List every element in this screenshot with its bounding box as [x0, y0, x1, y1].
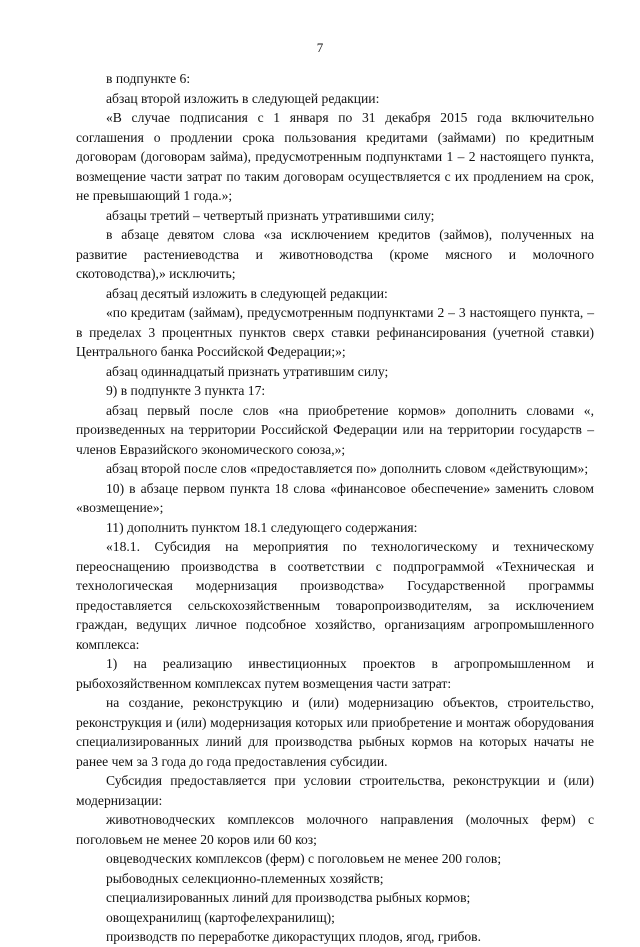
paragraph: абзац второй изложить в следующей редакции:: [106, 90, 380, 106]
paragraph: абзац второй после слов «предоставляется по» дополнить словом «действующим»;: [106, 461, 589, 476]
paragraph: абзац одиннадцатый признать утратившим силу;: [106, 363, 389, 379]
paragraph: специализированных линий для производства рыбных кормов;: [106, 890, 471, 905]
paragraph: 10) в абзаце первом пункта 18 слова «финансовое обеспечение» заменить словом «возмещение»;: [76, 480, 594, 515]
paragraph: «В случае подписания с 1 января по 31 декабря 2015 года включительно соглашения о продлении срока пользования кредитами (займами) по кредитным договорам (договорам займа), предусмотренным подпунктами 1 – 2 настоящего пункта, возмещение части затрат по таким договорам осуществляется с их продлением на срок, не превышающий 1 года.»;: [76, 110, 594, 203]
paragraph: рыбоводных селекционно-племенных хозяйств;: [106, 870, 384, 886]
paragraph: абзац десятый изложить в следующей редакции:: [106, 285, 388, 301]
paragraph: 11) дополнить пунктом 18.1 следующего содержания:: [106, 519, 418, 535]
paragraph: на создание, реконструкцию и (или) модернизацию объектов, строительство, реконструкция и (или) модернизация которых или приобретение и монтаж оборудования специализированных линий для производства рыбных кормов на которых начаты не ранее чем за 3 года до года предоставления субсидии.: [76, 695, 594, 769]
paragraph: «по кредитам (займам), предусмотренным подпунктами 2 – 3 настоящего пункта, – в пределах 3 процентных пунктов сверх ставки рефинансирования (учетной ставки) Центрального банка Российской Федерации;»;: [76, 305, 594, 359]
paragraph: «18.1. Субсидия на мероприятия по технологическому и техническому переоснащению производства в соответствии с подпрограммой «Техническая и технологическая модернизация производства» Государственной программы предоставляется сельскохозяйственным товаропроизводителям, за исключением граждан, ведущих личное подсобное хозяйство, организациям агропромышленного комплекса:: [76, 539, 594, 652]
paragraph: в абзаце девятом слова «за исключением кредитов (займов), полученных на развитие растениеводства и животноводства (кроме мясного и молочного скотоводства),» исключить;: [76, 227, 594, 281]
paragraph: абзац первый после слов «на приобретение кормов» дополнить словами «, произведенных на территории Российской Федерации или на территории государств – членов Евразийского экономического союза,»;: [76, 402, 594, 457]
page-number: 7: [316, 40, 324, 55]
paragraph: 9) в подпункте 3 пункта 17:: [106, 383, 266, 398]
paragraph: в подпункте 6:: [106, 71, 191, 86]
paragraph: овощехранилищ (картофелехранилищ);: [106, 909, 335, 925]
paragraph: животноводческих комплексов молочного направления (молочных ферм) с поголовьем не менее 20 коров или 60 коз;: [76, 812, 594, 847]
paragraph: 1) на реализацию инвестиционных проектов в агропромышленном и рыбохозяйственном комплексах путем возмещения части затрат:: [76, 656, 594, 691]
paragraph: овцеводческих комплексов (ферм) с поголовьем не менее 200 голов;: [106, 851, 502, 866]
paragraph: производств по переработке дикорастущих плодов, ягод, грибов.: [106, 929, 482, 944]
paragraph: Субсидия предоставляется при условии строительства, реконструкции и (или) модернизации:: [76, 773, 594, 808]
paragraph: абзацы третий – четвертый признать утратившими силу;: [106, 207, 435, 223]
document-body: [76, 69, 594, 947]
